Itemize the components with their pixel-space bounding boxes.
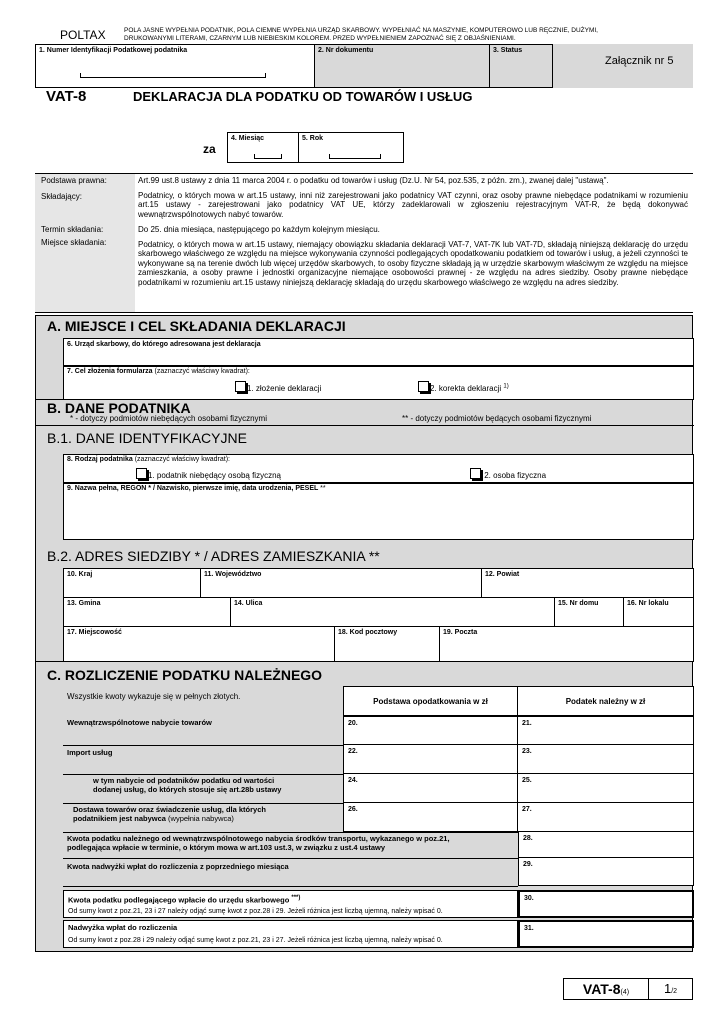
field-21[interactable]: 21. xyxy=(518,716,694,745)
tax-office-field[interactable]: 6. Urząd skarbowy, do którego adresowana jest deklaracja xyxy=(63,338,694,366)
submitters-label: Składający: xyxy=(41,192,82,201)
field-23[interactable]: 23. xyxy=(518,745,694,774)
row-import-label: Import usług xyxy=(67,748,113,757)
basis-text: Art.99 ust.8 ustawy z dnia 11 marca 2004 r. o podatku od towarów i usług (Dz.U. Nr 54, poz.535, z późn. zm.), zwanej dalej "ustawą". xyxy=(138,176,609,185)
row-surplus-prev-label: Kwota nadwyżki wpłat do rozliczenia z poprzedniego miesiąca xyxy=(67,862,289,871)
row-art28b-label: w tym nabycie od podatników podatku od wartości dodanej usług, do których stosuje się art.28b ustawy xyxy=(93,776,282,794)
commune-field[interactable]: 13. Gmina xyxy=(64,598,231,627)
footer-code-box: VAT-8(4) xyxy=(563,978,649,1000)
row-surplus: Nadwyżka wpłat do rozliczenia Od sumy kwot z poz.28 i 29 należy odjąć sumę kwot z poz.21, 23 i 27. Jeżeli różnica jest liczbą ujemną, należy wpisać 0. xyxy=(63,920,518,948)
row-transport-label: Kwota podatku należnego od wewnątrzwspólnotowego nabycia środków transportu, wykazanego w poz.21, podlegająca wpłacie w terminie, o którym mowa w art.103 ust.3, w związku z ust.4 ustawy xyxy=(67,834,450,852)
field-20[interactable]: 20. xyxy=(343,716,518,745)
basis-label: Podstawa prawna: xyxy=(41,176,107,185)
deadline-label: Termin składania: xyxy=(41,225,104,234)
form-code: VAT-8 xyxy=(46,88,87,105)
year-field[interactable]: 5. Rok xyxy=(299,133,403,162)
row-payable: Kwota podatku podlegającego wpłacie do urzędu skarbowego ***) Od sumy kwot z poz.21, 23 i 27 należy odjąć sumę kwot z poz.28 i 29. Jeżeli różnica jest liczbą ujemną, należy wpisać 0. xyxy=(63,890,518,918)
checkbox-icon xyxy=(470,468,481,479)
postal-code-field[interactable]: 18. Kod pocztowy xyxy=(335,627,440,661)
legal-block xyxy=(35,173,693,313)
field-31[interactable]: 31. xyxy=(518,920,694,948)
county-field[interactable]: 12. Powiat xyxy=(482,569,693,598)
checkbox-icon xyxy=(235,381,246,392)
section-b xyxy=(35,400,693,662)
full-name-field[interactable]: 9. Nazwa pełna, REGON * / Nazwisko, pierwsze imię, data urodzenia, PESEL ** xyxy=(63,483,694,540)
street-field[interactable]: 14. Ulica xyxy=(231,598,555,627)
col-header-base: Podstawa opodatkowania w zł xyxy=(343,686,518,716)
section-b-title: B. DANE PODATNIKA xyxy=(47,400,191,416)
amounts-note: Wszystkie kwoty wykazuje się w pełnych złotych. xyxy=(67,692,241,701)
field-29[interactable]: 29. xyxy=(518,858,694,886)
field-22[interactable]: 22. xyxy=(343,745,518,774)
col-header-tax: Podatek należny w zł xyxy=(518,686,694,716)
city-field[interactable]: 17. Miejscowość xyxy=(64,627,335,661)
section-b1-title: B.1. DANE IDENTYFIKACYJNE xyxy=(47,430,247,446)
poltax-label: POLTAX xyxy=(60,28,106,42)
document-number-field: 2. Nr dokumentu xyxy=(315,44,490,88)
deadline-text: Do 25. dnia miesiąca, następującego po każdym kolejnym miesiącu. xyxy=(138,225,380,234)
field-24[interactable]: 24. xyxy=(343,774,518,803)
period-box xyxy=(227,132,404,163)
note-legal-persons: * - dotyczy podmiotów niebędących osobami fizycznymi xyxy=(70,414,267,423)
place-label: Miejsce składania: xyxy=(41,238,107,247)
attachment-label: Załącznik nr 5 xyxy=(605,55,674,67)
status-field: 3. Status xyxy=(490,44,553,88)
option-correction[interactable]: 2. korekta deklaracji $^{1)}$ xyxy=(418,381,509,393)
section-b2-title: B.2. ADRES SIEDZIBY * / ADRES ZAMIESZKANIA ** xyxy=(47,548,380,564)
post-office-field[interactable]: 19. Poczta xyxy=(443,629,478,636)
section-c-title: C. ROZLICZENIE PODATKU NALEŻNEGO xyxy=(47,667,323,683)
month-field[interactable]: 4. Miesiąc xyxy=(228,133,299,162)
taxpayer-type-field: 8. Rodzaj podatnika (zaznaczyć właściwy kwadrat): 1. podatnik niebędący osobą fizyczną 2. osoba fizyczna xyxy=(63,454,694,483)
apartment-number-field[interactable]: 16. Nr lokalu xyxy=(624,598,693,627)
submitters-text: Podatnicy, o których mowa w art.15 ustawy, inni niż zarejestrowani jako podatnicy VAT czynni, oraz osoby prawne niebędące podatnikami w rozumieniu art.15 ustawy - zarejestrowani jako podatnicy VAT UE, którzy zadeklarowali w zgłoszeniu rejestracyjnym VAT-R, że będą dokonywać wewnątrzwspólnotowych nabyć towarów. xyxy=(138,191,688,219)
row-icn-label: Wewnątrzwspólnotowe nabycie towarów xyxy=(67,718,212,727)
section-a xyxy=(35,315,693,400)
field-26[interactable]: 26. xyxy=(343,803,518,832)
option-non-natural[interactable]: 1. podatnik niebędący osobą fizyczną xyxy=(136,468,281,480)
row-reverse-charge-label: Dostawa towarów oraz świadczenie usług, dla których podatnikiem jest nabywca (wypełnia nabywca) xyxy=(73,805,266,823)
header-gray-band xyxy=(35,44,693,88)
country-field[interactable]: 10. Kraj xyxy=(64,569,201,598)
field-30[interactable]: 30. xyxy=(518,890,694,918)
note-natural-persons: ** - dotyczy podmiotów będących osobami fizycznymi xyxy=(402,414,592,423)
za-label: za xyxy=(203,142,216,156)
section-a-title: A. MIEJSCE I CEL SKŁADANIA DEKLARACJI xyxy=(47,318,346,334)
checkbox-icon xyxy=(136,468,147,479)
field-28[interactable]: 28. xyxy=(518,832,694,858)
footer-page-box: 1/2 xyxy=(649,978,693,1000)
field-27[interactable]: 27. xyxy=(518,803,694,832)
voivodeship-field[interactable]: 11. Województwo xyxy=(201,569,482,598)
address-grid xyxy=(63,568,694,662)
form-title: DEKLARACJA DLA PODATKU OD TOWARÓW I USŁUG xyxy=(133,89,473,104)
instructions: POLA JASNE WYPEŁNIA PODATNIK, POLA CIEMNE WYPEŁNIA URZĄD SKARBOWY. WYPEŁNIAĆ NA MASZYNIE, KOMPUTEROWO LUB RĘCZNIE, DUŻYMI, DRUKOWANYMI LITERAMI, CZARNYM LUB NIEBIESKIM KOLOREM. PRZED WYPEŁNIENIEM ZAPOZNAĆ SIĘ Z OBJAŚNIENIAMI. xyxy=(124,27,598,42)
field-25[interactable]: 25. xyxy=(518,774,694,803)
purpose-field: 7. Cel złożenia formularza (zaznaczyć właściwy kwadrat): 1. złożenie deklaracji 2. korekta deklaracji $^{1)}$ xyxy=(63,366,694,400)
nip-field[interactable]: 1. Numer Identyfikacji Podatkowej podatnika xyxy=(35,44,315,88)
checkbox-icon xyxy=(418,381,429,392)
option-natural[interactable]: 2. osoba fizyczna xyxy=(470,468,546,480)
option-submission[interactable]: 1. złożenie deklaracji xyxy=(235,381,321,393)
place-text: Podatnicy, o których mowa w art.15 ustawy, niemający obowiązku składania deklaracji VAT-7, VAT-7K lub VAT-7D, składają niniejszą deklarację do urzędu skarbowego właściwego ze względu na miejsce wykonywania czynności podlegających opodatkowaniu podatkiem od towarów i usług, a jeżeli czynności te wykonywane są na terenie dwóch lub więcej urzędów skarbowych, to osoby fizyczne składają ją w urzędzie skarbowym właściwym ze względu na miejsce zamieszkania, a osoby prawne i jednostki organizacyjne niemające osobowości prawnej - ze względu na adres siedziby. Osoby prawne niebędące podatnikami w rozumieniu art.15 ustawy niniejszą deklarację składają do urzędu skarbowego właściwego ze względu na adres siedziby. xyxy=(138,240,688,287)
house-number-field[interactable]: 15. Nr domu xyxy=(555,598,624,627)
section-c xyxy=(35,662,693,952)
